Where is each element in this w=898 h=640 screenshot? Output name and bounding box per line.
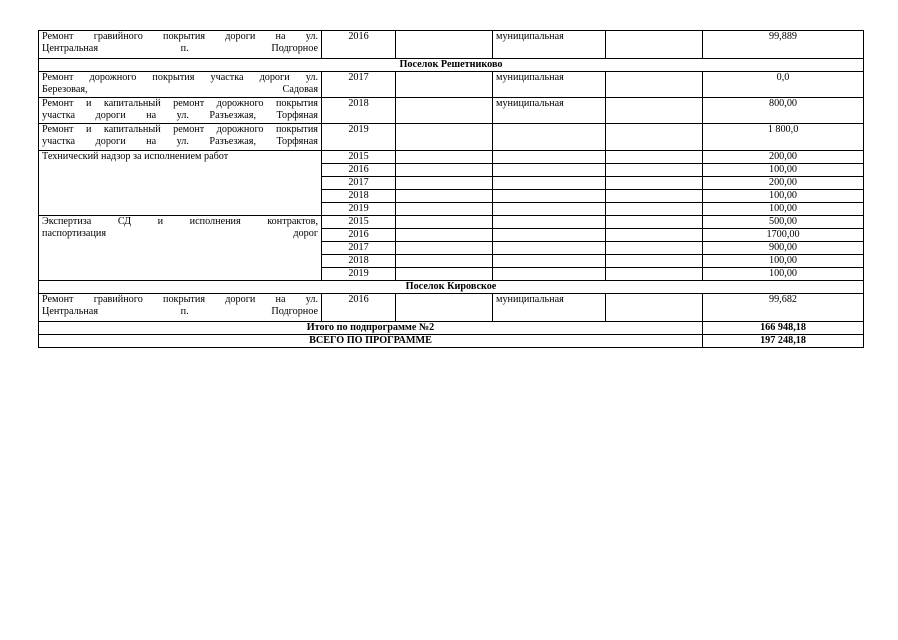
- supervision-label: Технический надзор за исполнением работ: [39, 151, 322, 216]
- amount-cell: 100,00: [703, 203, 864, 216]
- work-text-line: Центральная п. Подгорное: [42, 43, 318, 54]
- ownership-cell: муниципальная: [493, 72, 606, 98]
- empty-cell: [493, 164, 606, 177]
- section-row: [39, 281, 864, 294]
- empty-cell: [606, 203, 703, 216]
- work-text-line: Ремонт и капитальный ремонт дорожного покрытия: [42, 124, 318, 135]
- subtotal-row: [39, 322, 864, 335]
- empty-cell: [396, 190, 493, 203]
- ownership-cell: муниципальная: [493, 294, 606, 322]
- work-text-line: паспортизация дорог: [42, 228, 318, 239]
- amount-cell: 1700,00: [703, 229, 864, 242]
- year-cell: 2016: [322, 31, 396, 59]
- amount-cell: 200,00: [703, 177, 864, 190]
- empty-cell: [493, 268, 606, 281]
- empty-cell: [493, 151, 606, 164]
- empty-cell: [606, 31, 703, 59]
- empty-cell: [396, 203, 493, 216]
- empty-cell: [606, 151, 703, 164]
- ownership-cell: муниципальная: [493, 98, 606, 124]
- empty-cell: [396, 164, 493, 177]
- empty-cell: [606, 72, 703, 98]
- section-heading: Поселок Решетниково: [39, 59, 864, 72]
- empty-cell: [493, 216, 606, 229]
- amount-cell: 200,00: [703, 151, 864, 164]
- empty-cell: [396, 229, 493, 242]
- table-row: [39, 72, 864, 98]
- empty-cell: [396, 294, 493, 322]
- year-cell: 2018: [322, 190, 396, 203]
- work-text-line: Ремонт и капитальный ремонт дорожного покрытия: [42, 98, 318, 109]
- work-description-cell: [39, 124, 322, 151]
- work-text-line: Экспертиза СД и исполнения контрактов,: [42, 216, 318, 227]
- total-row: [39, 335, 864, 348]
- empty-cell: [396, 177, 493, 190]
- year-cell: 2015: [322, 216, 396, 229]
- subtotal-value: 166 948,18: [703, 322, 864, 335]
- expertise-label: [39, 216, 322, 281]
- work-text-line: участка дороги на ул. Разъезжая, Торфяная: [42, 136, 318, 147]
- amount-cell: 100,00: [703, 164, 864, 177]
- year-cell: 2016: [322, 294, 396, 322]
- empty-cell: [606, 98, 703, 124]
- amount-cell: 900,00: [703, 242, 864, 255]
- subtotal-label: Итого по подпрограмме №2: [39, 322, 703, 335]
- empty-cell: [606, 294, 703, 322]
- year-cell: 2016: [322, 229, 396, 242]
- empty-cell: [493, 242, 606, 255]
- table-row: [39, 294, 864, 322]
- year-cell: 2017: [322, 177, 396, 190]
- year-cell: 2017: [322, 72, 396, 98]
- work-text-line: Ремонт дорожного покрытия участка дороги ул.: [42, 72, 318, 83]
- year-cell: 2019: [322, 268, 396, 281]
- empty-cell: [396, 242, 493, 255]
- empty-cell: [493, 255, 606, 268]
- section-heading: Поселок Кировское: [39, 281, 864, 294]
- amount-cell: 0,0: [703, 72, 864, 98]
- total-value: 197 248,18: [703, 335, 864, 348]
- work-description-cell: [39, 31, 322, 59]
- work-description-cell: [39, 72, 322, 98]
- table-row: [39, 151, 864, 164]
- empty-cell: [396, 31, 493, 59]
- empty-cell: [606, 216, 703, 229]
- amount-cell: 100,00: [703, 190, 864, 203]
- section-row: [39, 59, 864, 72]
- amount-cell: 99,889: [703, 31, 864, 59]
- empty-cell: [493, 229, 606, 242]
- empty-cell: [606, 177, 703, 190]
- table-row: [39, 98, 864, 124]
- work-text-line: Ремонт гравийного покрытия дороги на ул.: [42, 31, 318, 42]
- empty-cell: [606, 190, 703, 203]
- empty-cell: [606, 229, 703, 242]
- year-cell: 2015: [322, 151, 396, 164]
- empty-cell: [606, 124, 703, 151]
- empty-cell: [493, 177, 606, 190]
- empty-cell: [606, 164, 703, 177]
- empty-cell: [493, 203, 606, 216]
- work-text-line: Ремонт гравийного покрытия дороги на ул.: [42, 294, 318, 305]
- year-cell: 2016: [322, 164, 396, 177]
- program-table: [38, 30, 864, 348]
- work-text-line: Центральная п. Подгорное: [42, 306, 318, 317]
- table-row: [39, 216, 864, 229]
- table-row: [39, 31, 864, 59]
- empty-cell: [396, 216, 493, 229]
- work-description-cell: [39, 294, 322, 322]
- empty-cell: [606, 242, 703, 255]
- empty-cell: [606, 268, 703, 281]
- empty-cell: [493, 190, 606, 203]
- ownership-cell: [493, 124, 606, 151]
- work-description-cell: [39, 98, 322, 124]
- total-label: ВСЕГО ПО ПРОГРАММЕ: [39, 335, 703, 348]
- amount-cell: 800,00: [703, 98, 864, 124]
- ownership-cell: муниципальная: [493, 31, 606, 59]
- work-text-line: участка дороги на ул. Разъезжая, Торфяная: [42, 110, 318, 121]
- year-cell: 2019: [322, 203, 396, 216]
- empty-cell: [396, 98, 493, 124]
- amount-cell: 99,682: [703, 294, 864, 322]
- amount-cell: 100,00: [703, 268, 864, 281]
- empty-cell: [606, 255, 703, 268]
- amount-cell: 500,00: [703, 216, 864, 229]
- table-row: [39, 124, 864, 151]
- empty-cell: [396, 124, 493, 151]
- empty-cell: [396, 72, 493, 98]
- empty-cell: [396, 151, 493, 164]
- empty-cell: [396, 268, 493, 281]
- year-cell: 2017: [322, 242, 396, 255]
- year-cell: 2019: [322, 124, 396, 151]
- empty-cell: [396, 255, 493, 268]
- amount-cell: 100,00: [703, 255, 864, 268]
- year-cell: 2018: [322, 255, 396, 268]
- work-text-line: Березовая, Садовая: [42, 84, 318, 95]
- amount-cell: 1 800,0: [703, 124, 864, 151]
- year-cell: 2018: [322, 98, 396, 124]
